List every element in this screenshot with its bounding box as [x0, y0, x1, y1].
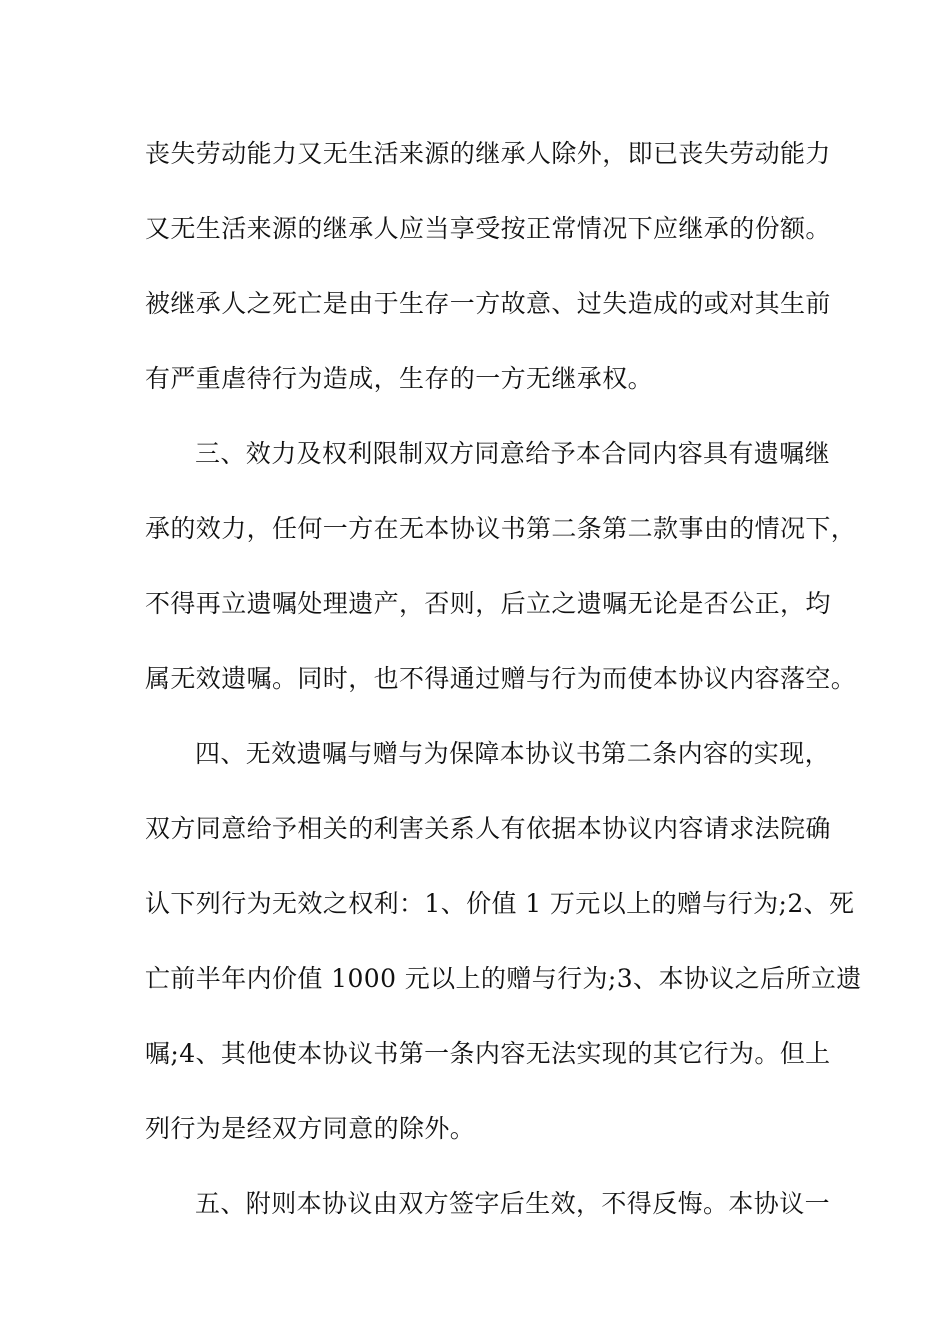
section-five-heading-line: 五、附则本协议由双方签字后生效，不得反悔。本协议一 — [195, 1189, 831, 1218]
paragraph-line: 有严重虐待行为造成，生存的一方无继承权。 — [145, 364, 654, 393]
paragraph-line: 亡前半年内价值 1000 元以上的赠与行为;3、本协议之后所立遗 — [145, 964, 862, 993]
paragraph-line: 不得再立遗嘱处理遗产，否则，后立之遗嘱无论是否公正，均 — [145, 589, 831, 618]
paragraph-line: 嘱;4、其他使本协议书第一条内容无法实现的其它行为。但上 — [145, 1039, 831, 1068]
paragraph-line: 丧失劳动能力又无生活来源的继承人除外，即已丧失劳动能力 — [145, 139, 831, 168]
paragraph-line: 又无生活来源的继承人应当享受按正常情况下应继承的份额。 — [145, 214, 831, 243]
paragraph-line: 双方同意给予相关的利害关系人有依据本协议内容请求法院确 — [145, 814, 831, 843]
section-four-heading-line: 四、无效遗嘱与赠与为保障本协议书第二条内容的实现， — [195, 739, 831, 768]
paragraph-line: 属无效遗嘱。同时，也不得通过赠与行为而使本协议内容落空。 — [145, 664, 857, 693]
paragraph-line: 承的效力，任何一方在无本协议书第二条第二款事由的情况下， — [145, 514, 857, 543]
section-three-heading-line: 三、效力及权利限制双方同意给予本合同内容具有遗嘱继 — [195, 439, 831, 468]
paragraph-line: 列行为是经双方同意的除外。 — [145, 1114, 476, 1143]
paragraph-line: 被继承人之死亡是由于生存一方故意、过失造成的或对其生前 — [145, 289, 831, 318]
paragraph-line: 认下列行为无效之权利：1、价值 1 万元以上的赠与行为;2、死 — [145, 889, 855, 918]
